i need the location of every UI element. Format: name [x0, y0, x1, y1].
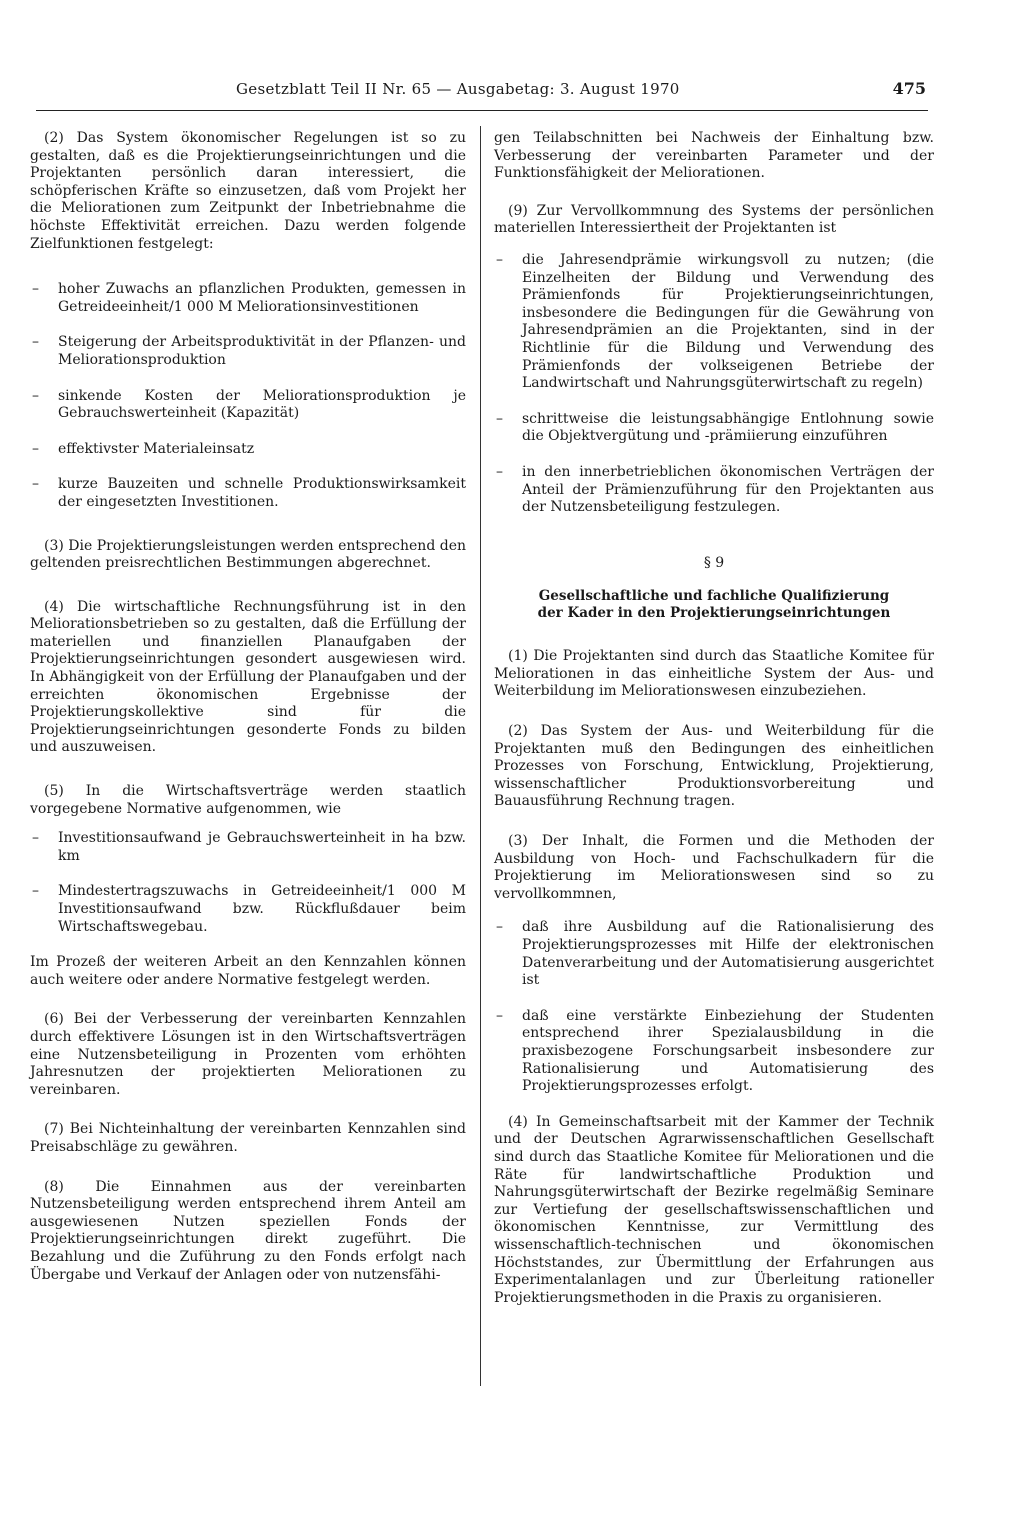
- gazette-title: Gesetzblatt Teil II Nr. 65 — Ausgabetag: 3. August 1970: [236, 80, 680, 98]
- goal-functions-list: [30, 281, 466, 511]
- list-item: – effektivster Materialeinsatz: [30, 441, 466, 459]
- list-item: – Steigerung der Arbeitsproduktivität in der Pflanzen- und Meliorationsproduktion: [30, 334, 466, 369]
- paragraph-6: (6) Bei der Verbesserung der vereinbarten Kennzahlen durch effektivere Lösungen ist in den Wirtschaftsverträgen eine Nutzensbeteiligung in Prozenten vom erhöhten Jahresnutzen der projektierten Meliorationen zu vereinbaren.: [30, 1011, 466, 1098]
- list-item: – sinkende Kosten der Meliorationsproduktion je Gebrauchswerteinheit (Kapazität): [30, 388, 466, 423]
- list-item: – Investitionsaufwand je Gebrauchswerteinheit in ha bzw. km: [30, 830, 466, 865]
- section-9-paragraph-1: (1) Die Projektanten sind durch das Staatliche Komitee für Meliorationen in das einheitliche System der Aus- und Weiterbildung im Meliorationswesen einzubeziehen.: [494, 648, 934, 700]
- left-column: [30, 130, 466, 1284]
- section-title: [494, 588, 934, 622]
- section-title-line: Gesellschaftliche und fachliche Qualifizierung: [538, 588, 890, 605]
- training-list: [494, 919, 934, 1095]
- right-column: [494, 130, 934, 1307]
- paragraph-2-intro: (2) Das System ökonomischer Regelungen ist so zu gestalten, daß es die Projektierungseinrichtungen und die Projektanten persönlich daran interessiert, die schöpferischen Kräfte so einzusetzen, daß vom Projekt her die Meliorationen zum Zeitpunkt der Inbetriebnahme die höchste Effektivität erreichen. Dazu werden folgende Zielfunktionen festgelegt:: [30, 130, 466, 252]
- section-9-paragraph-4: (4) In Gemeinschaftsarbeit mit der Kammer der Technik und der Deutschen Agrarwissenschaftlichen Gesellschaft sind durch das Staatliche Komitee für Meliorationen und die Räte für landwirtschaftliche Produktion und Nahrungsgüterwirtschaft der Bezirke regelmäßig Seminare zur Vertiefung der gesellschaftswissenschaftlichen und ökonomischen Kenntnisse, zur Vermittlung des wissenschaftlich-technischen und ökonomischen Höchststandes, zur Übermittlung der Erfahrungen aus Experimentalanlagen und zur Überleitung rationeller Projektierungsmethoden in die Praxis zu organisieren.: [494, 1113, 934, 1306]
- page-header: [36, 76, 928, 111]
- list-item: – die Jahresendprämie wirkungsvoll zu nutzen; (die Einzelheiten der Bildung und Verwendung des Prämienfonds für Projektierungseinrichtungen, insbesondere die Bedingungen für die Gewährung von Jahresendprämien an die Projektanten, sind in der Richtlinie für die Bildung und Verwendung des Prämienfonds der volkseigenen Betriebe der Landwirtschaft und Nahrungsgüterwirtschaft zu regeln): [494, 252, 934, 393]
- paragraph-4: (4) Die wirtschaftliche Rechnungsführung ist in den Meliorationsbetrieben so zu gestalten, daß die Erfüllung der materiellen und finanziellen Planaufgaben der Projektierungseinrichtungen gesondert ausgewiesen wird. In Abhängigkeit von der Erfüllung der Planaufgaben und der erreichten ökonomischen Ergebnisse der Projektierungskollektive sind für die Projektierungseinrichtungen gesonderte Fonds zu bilden und auszuweisen.: [30, 598, 466, 756]
- incentives-list: [494, 252, 934, 517]
- normatives-list: [30, 830, 466, 936]
- paragraph-5-tail: Im Prozeß der weiteren Arbeit an den Kennzahlen können auch weitere oder andere Normative festgelegt werden.: [30, 954, 466, 988]
- section-9-paragraph-3-intro: (3) Der Inhalt, die Formen und die Methoden der Ausbildung von Hoch- und Fachschulkadern für die Projektierung im Meliorationswesen sind so zu vervollkommnen,: [494, 833, 934, 902]
- list-item: – Mindestertragszuwachs in Getreideeinheit/1 000 M Investitionsaufwand bzw. Rückflußdauer beim Wirtschaftswegebau.: [30, 883, 466, 936]
- section-title-line: der Kader in den Projektierungseinrichtungen: [537, 605, 891, 622]
- list-item: – in den innerbetrieblichen ökonomischen Verträgen der Anteil der Prämienzuführung für den Projektanten aus der Nutzensbeteiligung festzulegen.: [494, 464, 934, 517]
- list-item: – daß ihre Ausbildung auf die Rationalisierung des Projektierungsprozesses mit Hilfe der elektronischen Datenverarbeitung und der Automatisierung ausgerichtet ist: [494, 919, 934, 989]
- list-item: – daß eine verstärkte Einbeziehung der Studenten entsprechend ihrer Spezialausbildung in die praxisbezogene Forschungsarbeit insbesondere zur Rationalisierung und Automatisierung des Projektierungsprozesses erfolgt.: [494, 1008, 934, 1096]
- page-number: 475: [892, 79, 926, 98]
- list-item: – schrittweise die leistungsabhängige Entlohnung sowie die Objektvergütung und -prämiierung einzuführen: [494, 411, 934, 446]
- section-9-paragraph-2: (2) Das System der Aus- und Weiterbildung für die Projektanten muß den Bedingungen des einheitlichen Prozesses von Forschung, Entwicklung, Projektierung, wissenschaftlicher Produktionsvorbereitung und Bauausführung Rechnung tragen.: [494, 723, 934, 810]
- paragraph-8: (8) Die Einnahmen aus der vereinbarten Nutzensbeteiligung werden entsprechend ihrem Anteil am ausgewiesenen Nutzen speziellen Fonds der Projektierungseinrichtungen direkt zugeführt. Die Bezahlung und die Zuführung zu den Fonds erfolgt nach Übergabe und Verkauf der Anlagen oder von nutzensfähi-: [30, 1178, 466, 1283]
- section-number: § 9: [703, 554, 725, 571]
- list-item: – hoher Zuwachs an pflanzlichen Produkten, gemessen in Getreideeinheit/1 000 M Meliorationsinvestitionen: [30, 281, 466, 316]
- paragraph-3: (3) Die Projektierungsleistungen werden entsprechend den geltenden preisrechtlichen Bestimmungen abgerechnet.: [30, 537, 466, 572]
- paragraph-9-intro: (9) Zur Vervollkommnung des Systems der persönlichen materiellen Interessiertheit der Projektanten ist: [494, 202, 934, 237]
- paragraph-8-continued: gen Teilabschnitten bei Nachweis der Einhaltung bzw. Verbesserung der vereinbarten Parameter und der Funktionsfähigkeit der Meliorationen.: [494, 130, 934, 182]
- paragraph-7: (7) Bei Nichteinhaltung der vereinbarten Kennzahlen sind Preisabschläge zu gewähren.: [30, 1121, 466, 1155]
- list-item: – kurze Bauzeiten und schnelle Produktionswirksamkeit der eingesetzten Investitionen.: [30, 476, 466, 511]
- paragraph-5-intro: (5) In die Wirtschaftsverträge werden staatlich vorgegebene Normative aufgenommen, wie: [30, 783, 466, 817]
